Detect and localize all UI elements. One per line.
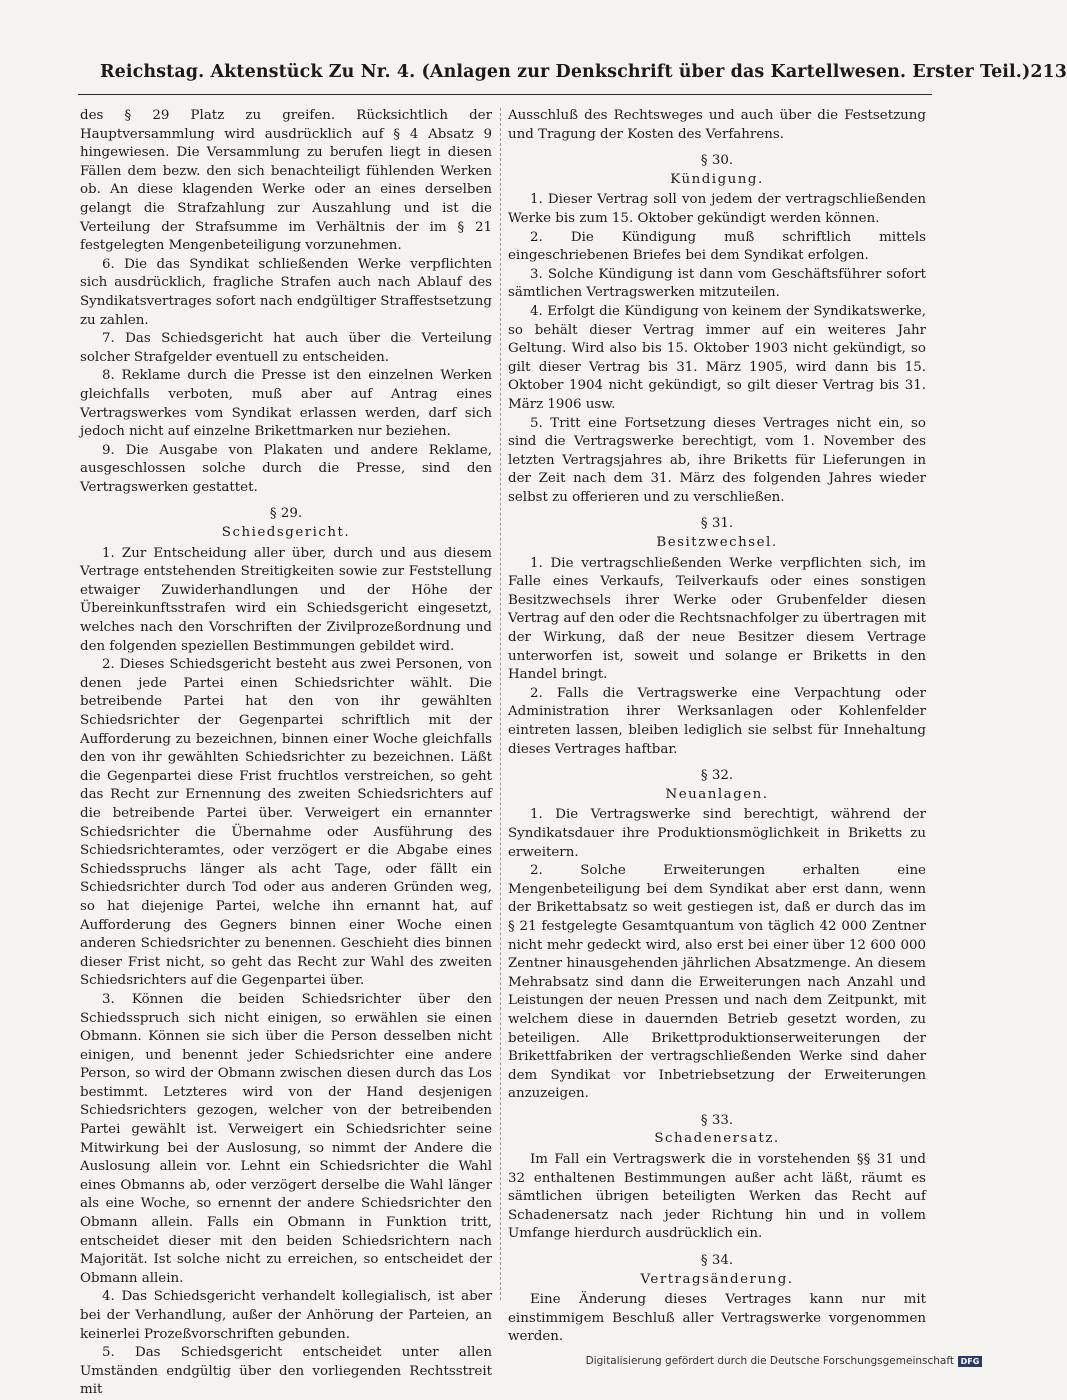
page-header [100,62,1067,90]
section-title: Kündigung. [670,171,764,187]
section-title: Vertragsänderung. [640,1271,794,1287]
paragraph: 3. Solche Kündigung ist dann vom Geschäftsführer sofort sämtlichen Vertragswerken mitzuteilen. [508,266,926,301]
paragraph: Eine Änderung dieses Vertrages kann nur mit einstimmigem Beschluß aller Vertragswerke vorgenommen werden. [508,1292,926,1345]
paragraph: 2. Solche Erweiterungen erhalten eine Mengenbeteiligung bei dem Syndikat aber erst dann, wenn der Brikettabsatz so weit gestiegen ist, daß er durch das im § 21 festgelegte Gesamtquantum von täglich 42 000 Zentner nicht mehr gedeckt wird, also erst bei einer über 12 600 000 Zentner hinausgehenden jährlichen Absatzmenge. An diesem Mehrabsatz sind dann die Erweiterungen nach Anzahl und Leistungen der neuen Pressen und nach dem Zeitpunkt, mit welchem diese in dauernden Betrieb gesetzt worden, zu beteiligen. Alle Brikettproduktionserweiterungen der Brikettfabriken der vertragschließenden Werke sind daher dem Syndikat vor Inbetriebsetzung der Erweiterungen anzuzeigen. [508,863,926,1102]
paragraph: 6. Die das Syndikat schließenden Werke verpflichten sich ausdrücklich, fragliche Strafen auch nach Ablauf des Syndikatsvertrages sofort nach endgültiger Straffestsetzung zu zahlen. [80,256,492,328]
paragraph: Ausschluß des Rechtsweges und auch über die Festsetzung und Tragung der Kosten des Verfahrens. [508,108,926,142]
paragraph: 2. Dieses Schiedsgericht besteht aus zwei Personen, von denen jede Partei einen Schiedsrichter wählt. Die betreibende Partei hat den von ihr gewählten Schiedsrichter der Gegenpartei schriftlich mit der Aufforderung zu bezeichnen, binnen einer Woche gleichfalls den von ihr gewählten Schiedsrichter zu bezeichnen. Läßt die Gegenpartei diese Frist fruchtlos verstreichen, so geht das Recht zur Ernennung des zweiten Schiedsrichters auf die betreibende Partei über. Verweigert ein ernannter Schiedsrichter die Übernahme oder Ausführung des Schiedsrichteramtes, oder verzögert er die Abgabe eines Schiedsspruchs länger als acht Tage, oder fällt ein Schiedsrichter durch Tod oder aus anderen Gründen weg, so hat diejenige Partei, welche ihn ernannt hat, auf Aufforderung des Gegners binnen einer Woche einen anderen Schiedsrichter zu benennen. Geschieht dies binnen dieser Frist nicht, so geht das Recht zur Wahl des zweiten Schiedsrichters auf die Gegenpartei über. [80,657,492,989]
right-column [508,107,926,1347]
paragraph: 1. Die vertragschließenden Werke verpflichten sich, im Falle eines Verkaufs, Teilverkaufs oder eines sonstigen Besitzwechsels ihrer Werke oder Grubenfelder diesen Vertrag auf den oder die Rechtsnachfolger zu übertragen mit der Wirkung, daß der neue Besitzer diesem Vertrage unterworfen ist, soweit und solange er Briketts in den Handel bringt. [508,555,926,683]
section-number: § 29. [269,506,303,522]
left-column [80,107,492,1400]
paragraph: 1. Dieser Vertrag soll von jedem der vertragschließenden Werke bis zum 15. Oktober gekündigt werden können. [508,192,926,226]
section-number: § 33. [700,1112,734,1128]
section-number: § 34. [700,1253,734,1269]
paragraph: des § 29 Platz zu greifen. Rücksichtlich der Hauptversammlung wird ausdrücklich auf § 4 Absatz 9 hingewiesen. Die Versammlung zu berufen liegt in diesen Fällen dem bezw. den sich benachteiligt fühlenden Werken ob. An diese klagenden Werke oder an eines derselben gelangt die Strafzahlung zur Auszahlung und ist die Verteilung der Strafsumme im Verhältnis der im § 21 festgelegten Mengenbeteiligung vorzunehmen. [80,108,492,254]
dfg-logo: DFG [958,1356,982,1367]
section-number: § 32. [700,768,734,784]
section-title: Besitzwechsel. [656,535,778,551]
paragraph: 2. Die Kündigung muß schriftlich mittels eingeschriebenen Briefes bei dem Syndikat erfolgen. [508,229,926,264]
paragraph: 3. Können die beiden Schiedsrichter über den Schiedsspruch sich nicht einigen, so erwählen sie einen Obmann. Können sie sich über die Person desselben nicht einigen, und benennt jeder Schiedsrichter eine andere Person, so wird der Obmann zwischen diesen durch das Los bestimmt. Letzteres wird von der Hand desjenigen Schiedsrichters gezogen, welcher von der betreibenden Partei gewählt ist. Verweigert ein Schiedsrichter seine Mitwirkung bei der Auslosung, so nimmt der Andere die Auslosung allein vor. Lehnt ein Schiedsrichter die Wahl eines Obmanns ab, oder verzögert derselbe die Wahl länger als eine Woche, so ernennt der andere Schiedsrichter den Obmann allein. Falls ein Obmann in Funktion tritt, entscheidet dieser mit den beiden Schiedsrichtern nach Majorität. Ist solche nicht zu erreichen, so entscheidet der Obmann allein. [80,991,492,1286]
section-number: § 30. [700,153,734,169]
paragraph: 1. Die Vertragswerke sind berechtigt, während der Syndikatsdauer ihre Produktionsmöglichkeit in Briketts zu erweitern. [508,807,926,860]
header-rule [78,94,932,95]
section-title: Schiedsgericht. [221,525,351,541]
paragraph: 1. Zur Entscheidung aller über, durch und aus diesem Vertrage entstehenden Streitigkeiten sowie zur Feststellung etwaiger Zuwiderhandlungen und der Höhe der Übereinkunftsstrafen wird ein Schiedsgericht eingesetzt, welches nach den Vorschriften der Zivilprozeßordnung und den folgenden speziellen Bestimmungen gebildet wird. [80,545,492,654]
page-footer [586,1355,982,1367]
paragraph: 4. Das Schiedsgericht verhandelt kollegialisch, ist aber bei der Verhandlung, außer der Anhörung der Parteien, an keinerlei Prozeßvorschriften gebunden. [80,1289,492,1342]
section-title: Neuanlagen. [665,786,769,802]
paragraph: 5. Tritt eine Fortsetzung dieses Vertrages nicht ein, so sind die Vertragswerke berechtigt, vom 1. November des letzten Vertragsjahres ab, ihre Briketts für Lieferungen in der Zeit nach dem 31. März des folgenden Jahres wieder selbst zu offerieren und zu verschließen. [508,415,926,505]
column-divider [500,108,501,1300]
paragraph: Im Fall ein Vertragswerk die in vorstehenden §§ 31 und 32 enthaltenen Bestimmungen außer acht läßt, räumt es sämtlichen übrigen beteiligten Werken das Recht auf Schadenersatz nach jeder Richtung hin und in vollem Umfange hierdurch ausdrücklich ein. [508,1152,926,1242]
section-title: Schadenersatz. [654,1131,780,1147]
paragraph: 4. Erfolgt die Kündigung von keinem der Syndikatswerke, so behält dieser Vertrag immer auf ein weiteres Jahr Geltung. Wird also bis 15. Oktober 1903 nicht gekündigt, so gilt dieser Vertrag bis 31. März 1905, wird dann bis 15. Oktober 1904 nicht gekündigt, so gilt dieser Vertrag bis 31. März 1906 usw. [508,303,926,412]
paragraph: 9. Die Ausgabe von Plakaten und andere Reklame, ausgeschlossen solche durch die Presse, sind den Vertragswerken gestattet. [80,442,492,495]
paragraph: 7. Das Schiedsgericht hat auch über die Verteilung solcher Strafgelder eventuell zu entscheiden. [80,331,492,365]
section-number: § 31. [700,516,734,532]
page-number: 213 [1030,62,1067,82]
running-title: Reichstag. Aktenstück Zu Nr. 4. (Anlagen zur Denkschrift über das Kartellwesen. Erster Teil.) [100,62,1031,82]
paragraph: 2. Falls die Vertragswerke eine Verpachtung oder Administration ihrer Werksanlagen oder Kohlenfelder eintreten lassen, bleiben lediglich sie selbst für Innehaltung dieses Vertrages haftbar. [508,685,926,757]
paragraph: 8. Reklame durch die Presse ist den einzelnen Werken gleichfalls verboten, muß aber auf Antrag eines Vertragswerkes vom Syndikat erlassen werden, darf sich jedoch nicht auf einzelne Brikettmarken nur beziehen. [80,368,492,440]
paragraph: 5. Das Schiedsgericht entscheidet unter allen Umständen endgültig über den vorliegenden Rechtsstreit mit [80,1345,492,1398]
funding-note: Digitalisierung gefördert durch die Deutsche Forschungsgemeinschaft [585,1355,954,1367]
